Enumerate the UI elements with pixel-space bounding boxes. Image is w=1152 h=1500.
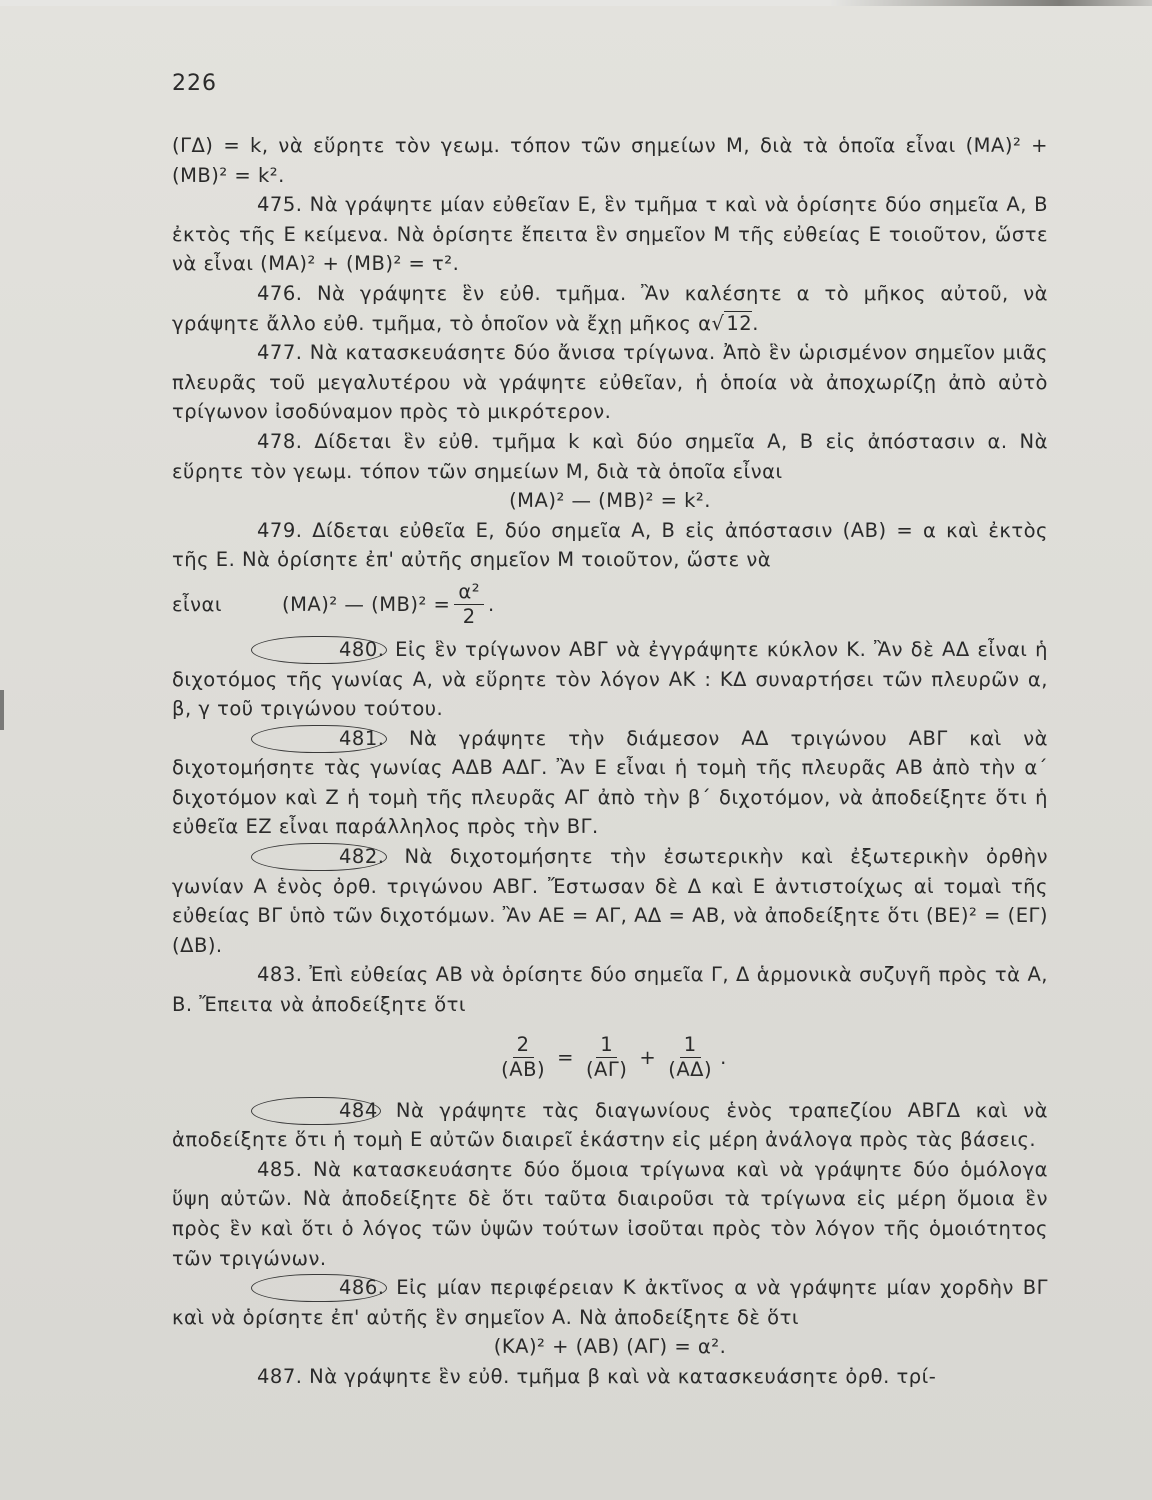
exercise-482 xyxy=(172,842,1048,960)
page-number: 226 xyxy=(172,71,217,96)
scan-top-edge xyxy=(0,0,1152,6)
scan-binding-mark xyxy=(0,690,4,730)
exercise-484-text: Νὰ γράψητε τὰς διαγωνίους ἑνὸς τραπεζίου ΑΒΓΔ καὶ νὰ ἀποδείξητε ὅτι ἡ τομὴ Ε αὐτῶν διαιρεῖ ἑκάστην εἰς μέρη ἀνάλογα πρὸς τὰς βάσεις. xyxy=(172,1098,1048,1152)
radicand: 12 xyxy=(726,311,753,335)
eq-label: εἶναι xyxy=(172,593,222,617)
exercise-476-end: . xyxy=(752,311,759,335)
eq-end: . xyxy=(488,593,495,617)
exercise-484-number-circled: 484 xyxy=(251,1097,381,1125)
exercise-477: 477. Νὰ κατασκευάσητε δύο ἄνισα τρίγωνα. Ἀπὸ ἓν ὡρισμένον σημεῖον μιᾶς πλευρᾶς τοῦ μεγαλυτέρου νὰ γράψητε εὐθεῖαν, ἡ ὁποία νὰ ἀποχωρίζῃ ἀπὸ αὐτὸ τρίγωνον ἰσοδύναμον πρὸς τὸ μικρότερον. xyxy=(172,341,1048,424)
plus-sign: + xyxy=(639,1045,657,1069)
fraction-2 xyxy=(582,1033,631,1082)
exercise-476 xyxy=(172,279,1048,338)
exercise-481-text: Νὰ γράψητε τὴν διάμεσον ΑΔ τριγώνου ΑΒΓ καὶ νὰ διχοτομήσητε τὰς γωνίας ΑΔΒ ΑΔΓ. Ἂν Ε εἶναι ἡ τομὴ τῆς πλευρᾶς ΑΒ ἀπὸ τὴν α΄ διχοτόμον καὶ Ζ ἡ τομὴ τῆς πλευρᾶς ΑΓ ἀπὸ τὴν β΄ διχοτόμον, νὰ ἀποδείξητε ὅτι ἡ εὐθεῖα ΕΖ εἶναι παράλληλος πρὸς τὴν ΒΓ. xyxy=(172,726,1049,839)
exercise-485: 485. Νὰ κατασκευάσητε δύο ὅμοια τρίγωνα καὶ νὰ γράψητε δύο ὁμόλογα ὕψη αὐτῶν. Νὰ ἀποδείξητε δὲ ὅτι ταῦτα διαιροῦσι τὰ τρίγωνα εἰς μέρη ὅμοια ἓν πρὸς ἓν καὶ ὅτι ὁ λόγος τῶν ὑψῶν τούτων ἰσοῦται πρὸς τὸν λόγον τῆς ὁμοιότητος τῶν τριγώνων. xyxy=(172,1157,1048,1270)
fraction-3-denominator: (ΑΔ) xyxy=(668,1058,713,1082)
exercise-479-equation xyxy=(172,575,1048,635)
exercise-483: 483. Ἐπὶ εὐθείας ΑΒ νὰ ὁρίσητε δύο σημεῖα Γ, Δ ἁρμονικὰ συζυγῆ πρὸς τὰ Α, Β. Ἔπειτα νὰ ἀποδείξητε ὅτι xyxy=(172,963,1048,1017)
exercise-480 xyxy=(172,635,1048,724)
fraction-3-numerator: 1 xyxy=(680,1033,701,1058)
exercise-482-text: Νὰ διχοτομήσητε τὴν ἐσωτερικὴν καὶ ἐξωτερικὴν ὀρθὴν γωνίαν Α ἑνὸς ὀρθ. τριγώνου ΑΒΓ. Ἔστωσαν δὲ Δ καὶ Ε ἀντιστοίχως αἱ τομαὶ τῆς εὐθείας ΒΓ ὑπὸ τῶν διχοτόμων. Ἂν ΑΕ = ΑΓ, ΑΔ = ΑΒ, νὰ ἀποδείξητε ὅτι (ΒΕ)² = (ΕΓ) (ΔΒ). xyxy=(172,845,1048,957)
fraction-2-numerator: 1 xyxy=(596,1033,617,1058)
exercise-486-number-circled: 486. xyxy=(251,1274,387,1302)
fraction-denominator: 2 xyxy=(462,605,476,629)
exercise-478-equation: (ΜΑ)² — (ΜΒ)² = k². xyxy=(509,489,711,513)
fraction-1-denominator: (ΑΒ) xyxy=(501,1058,546,1082)
exercise-475: 475. Νὰ γράψητε μίαν εὐθεῖαν Ε, ἓν τμῆμα τ καὶ νὰ ὁρίσητε δύο σημεῖα Α, Β ἐκτὸς τῆς Ε κείμενα. Νὰ ὁρίσητε ἔπειτα ἓν σημεῖον Μ τῆς εὐθείας Ε τοιοῦτον, ὥστε νὰ εἶναι (ΜΑ)² + (ΜΒ)² = τ². xyxy=(172,193,1048,276)
fraction-numerator: α² xyxy=(454,580,484,605)
exercise-479: 479. Δίδεται εὐθεῖα Ε, δύο σημεῖα Α, Β εἰς ἀπόστασιν (ΑΒ) = α καὶ ἐκτὸς τῆς Ε. Νὰ ὁρίσητε ἐπ' αὐτῆς σημεῖον Μ τοιοῦτον, ὥστε νὰ xyxy=(172,518,1048,572)
exercise-486-equation: (ΚΑ)² + (ΑΒ) (ΑΓ) = α². xyxy=(493,1335,727,1359)
fraction-3 xyxy=(664,1033,716,1082)
equals-sign: = xyxy=(557,1045,574,1069)
fraction xyxy=(454,580,484,629)
fraction-1 xyxy=(497,1033,549,1082)
fraction-2-denominator: (ΑΓ) xyxy=(585,1058,628,1082)
eq-left: (ΜΑ)² — (ΜΒ)² = xyxy=(282,593,451,617)
exercise-481 xyxy=(172,724,1048,842)
exercise-484 xyxy=(172,1096,1048,1155)
exercise-481-number-circled: 481. xyxy=(251,725,387,753)
fraction-1-numerator: 2 xyxy=(513,1033,534,1058)
intro-text: (ΓΔ) = k, νὰ εὕρητε τὸν γεωμ. τόπον τῶν σημείων Μ, διὰ τὰ ὁποῖα εἶναι (ΜΑ)² + (ΜΒ)² = k². xyxy=(172,134,1048,187)
equation-end: . xyxy=(720,1045,727,1069)
exercise-486 xyxy=(172,1273,1048,1332)
exercise-478: 478. Δίδεται ἓν εὐθ. τμῆμα k καὶ δύο σημεῖα Α, Β εἰς ἀπόστασιν α. Νὰ εὕρητε τὸν γεωμ. τόπον τῶν σημείων Μ, διὰ τὰ ὁποῖα εἶναι xyxy=(172,429,1048,483)
exercise-476-text: 476. Νὰ γράψητε ἓν εὐθ. τμῆμα. Ἂν καλέσητε α τὸ μῆκος αὐτοῦ, νὰ γράψητε ἄλλο εὐθ. τμῆμα, τὸ ὁποῖον νὰ ἔχῃ μῆκος α xyxy=(172,281,1048,335)
exercise-480-number-circled: 480. xyxy=(251,636,387,664)
page-content xyxy=(172,131,1048,1392)
radical-sign: √ xyxy=(711,311,725,335)
exercise-482-number-circled: 482. xyxy=(251,843,387,871)
exercise-483-equation xyxy=(172,1020,1048,1096)
exercise-486-text: Εἰς μίαν περιφέρειαν Κ ἀκτῖνος α νὰ γράψητε μίαν χορδὴν ΒΓ καὶ νὰ ὁρίσητε ἐπ' αὐτῆς ἓν σημεῖον Α. Νὰ ἀποδείξητε δὲ ὅτι xyxy=(172,1276,1049,1329)
exercise-487: 487. Νὰ γράψητε ἓν εὐθ. τμῆμα β καὶ νὰ κατασκευάσητε ὀρθ. τρί- xyxy=(257,1364,937,1388)
exercise-480-text: Εἰς ἓν τρίγωνον ΑΒΓ νὰ ἐγγράψητε κύκλον Κ. Ἂν δὲ ΑΔ εἶναι ἡ διχοτόμος τῆς γωνίας Α, νὰ εὕρητε τὸν λόγον ΑΚ : ΚΔ συναρτήσει τῶν πλευρῶν α, β, γ τοῦ τριγώνου τούτου. xyxy=(172,637,1048,721)
